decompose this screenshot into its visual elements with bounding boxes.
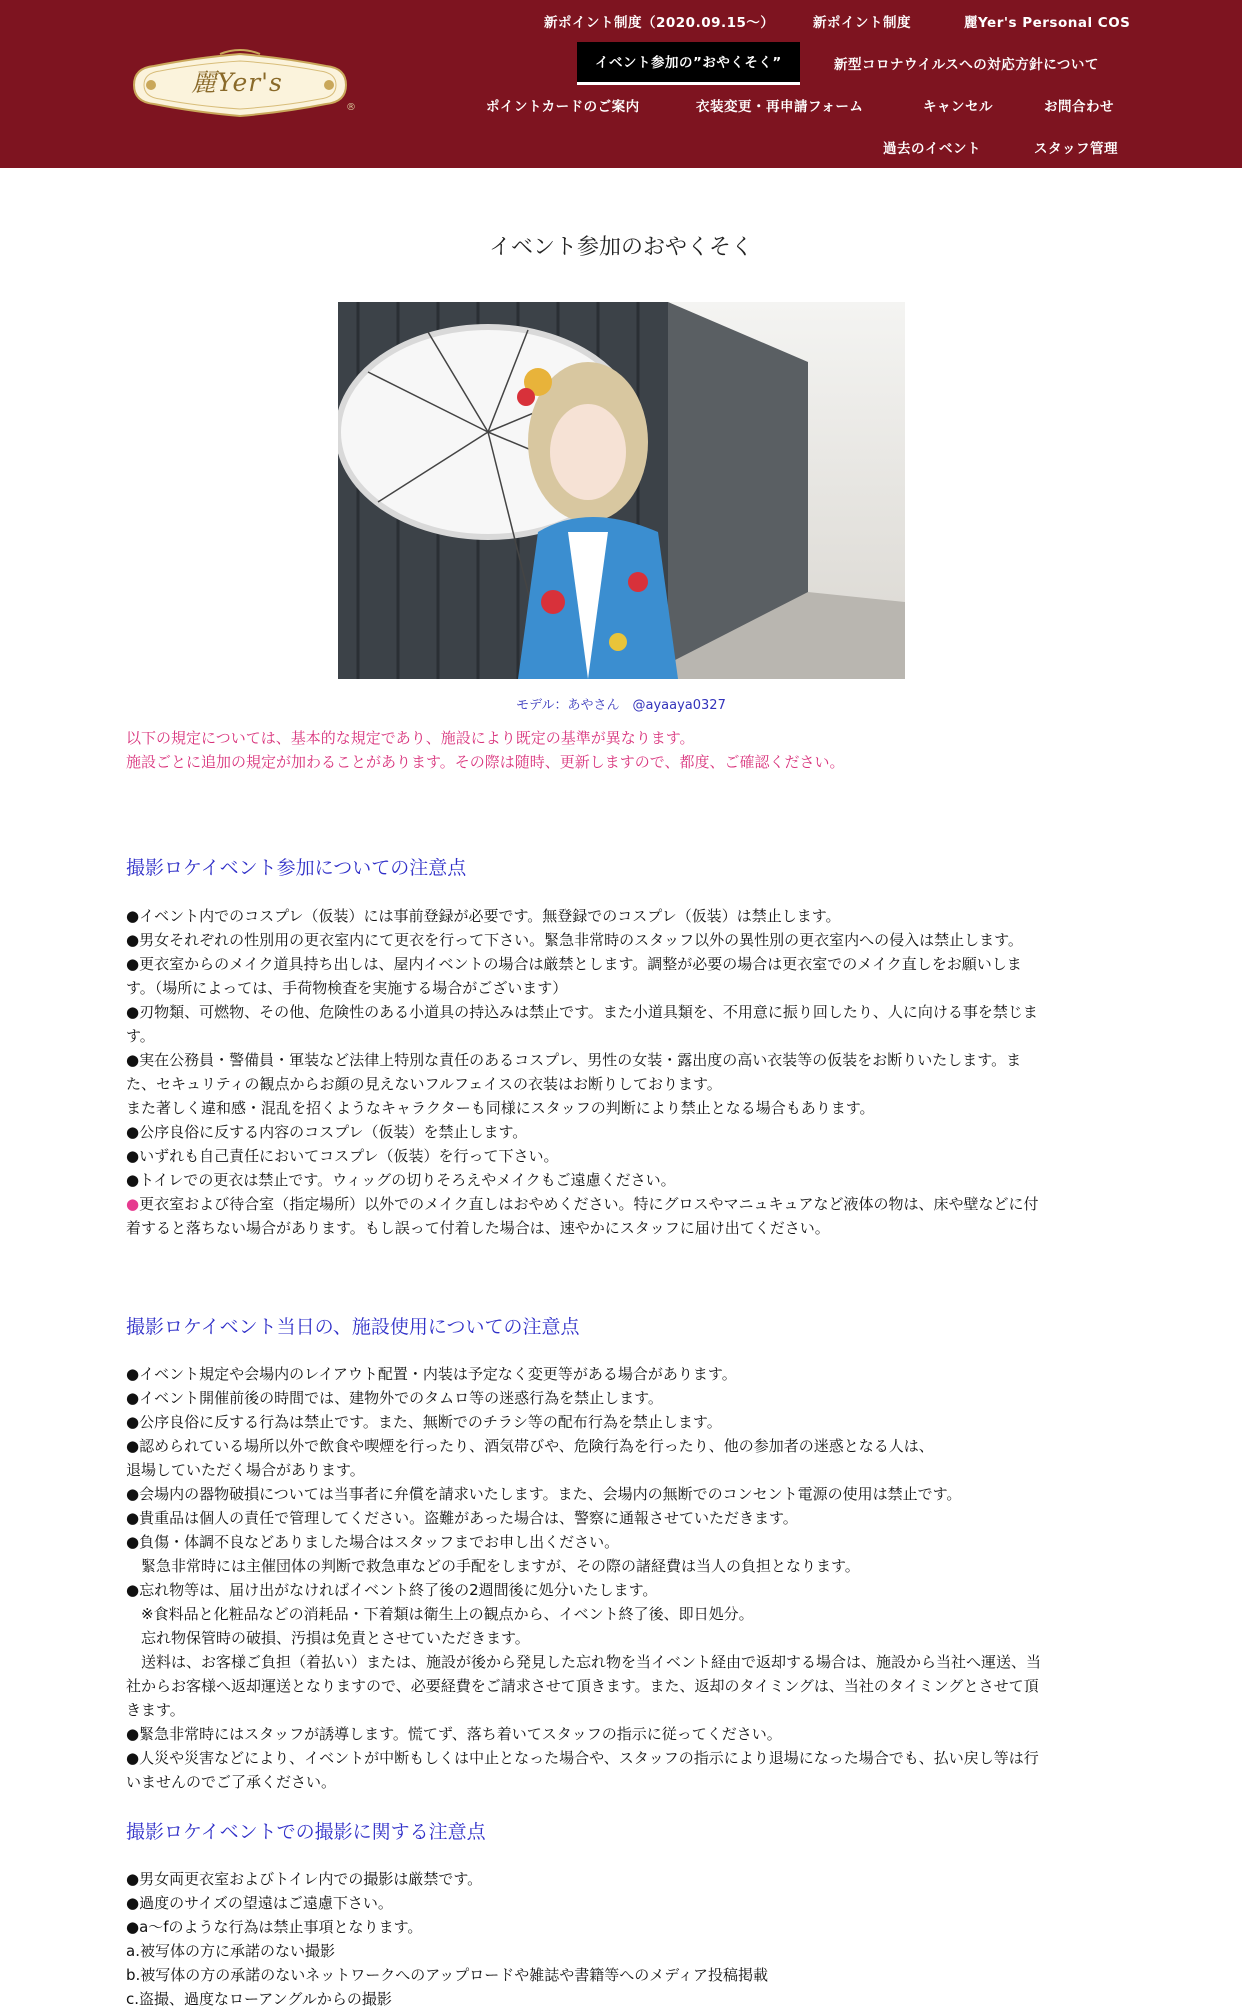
notice-line: 以下の規定については、基本的な規定であり、施設により既定の基準が異なります。 xyxy=(126,729,695,747)
rule-line: ●a〜fのような行為は禁止事項となります。 xyxy=(126,1918,423,1936)
rule-line: 社からお客様へ返却運送となりますので、必要経費をご請求させて頂きます。また、返却のタイミングは、当社のタイミングとさせて頂 xyxy=(126,1677,1039,1695)
section-heading-photography: 撮影ロケイベントでの撮影に関する注意点 xyxy=(126,1821,486,1843)
nav-personal-cos[interactable]: 麗Yer's Personal COS xyxy=(964,15,1131,31)
cosplay-model-photo xyxy=(338,302,905,679)
rule-line: た、セキュリティの観点からお顔の見えないフルフェイスの衣装はお断りしております。 xyxy=(126,1075,722,1093)
section-body-photography xyxy=(126,1867,1106,2011)
logo-registered-mark: ® xyxy=(346,102,356,113)
rule-line: a.被写体の方に承諾のない撮影 xyxy=(126,1942,335,1960)
nav-past-events[interactable]: 過去のイベント xyxy=(883,141,981,157)
rule-line: ●トイレでの更衣は禁止です。ウィッグの切りそろえやメイクもご遠慮ください。 xyxy=(126,1171,676,1189)
rule-line: ●人災や災害などにより、イベントが中断もしくは中止となった場合や、スタッフの指示により退場になった場合でも、払い戻し等は行 xyxy=(126,1749,1039,1767)
nav-covid-policy[interactable]: 新型コロナウイルスへの対応方針について xyxy=(834,57,1099,73)
rule-line-text: 更衣室および待合室（指定場所）以外でのメイク直しはおやめください。特にグロスやマニュキュアなど液体の物は、床や壁などに付 xyxy=(139,1195,1039,1213)
photo-illustration-icon xyxy=(338,302,905,679)
rule-line: 忘れ物保管時の破損、汚損は免責とさせていただきます。 xyxy=(126,1629,530,1647)
rule-line: また著しく違和感・混乱を招くようなキャラクターも同様にスタッフの判断により禁止となる場合もあります。 xyxy=(126,1099,875,1117)
rule-line: c.盗撮、過度なローアングルからの撮影 xyxy=(126,1990,392,2008)
rule-line: ●会場内の器物破損については当事者に弁償を請求いたします。また、会場内の無断でのコンセント電源の使用は禁止です。 xyxy=(126,1485,962,1503)
rule-line: ●イベント開催前後の時間では、建物外でのタムロ等の迷惑行為を禁止します。 xyxy=(126,1389,663,1407)
section-body-participation xyxy=(126,904,1106,1240)
photo-caption: モデル：あやさん @ayaaya0327 xyxy=(516,698,726,713)
rule-line: ●公序良俗に反する行為は禁止です。また、無断でのチラシ等の配布行為を禁止します。 xyxy=(126,1413,722,1431)
nav-new-point-system-2020[interactable]: 新ポイント制度（2020.09.15〜） xyxy=(544,15,775,31)
section-heading-facility-use: 撮影ロケイベント当日の、施設使用についての注意点 xyxy=(126,1316,580,1338)
rule-line: ●貴重品は個人の責任で管理してください。盗難があった場合は、警察に通報させていただきます。 xyxy=(126,1509,798,1527)
rule-line: す。 xyxy=(126,1027,155,1045)
rule-line: ●イベント規定や会場内のレイアウト配置・内装は予定なく変更等がある場合があります。 xyxy=(126,1365,737,1383)
pink-bullet-icon: ● xyxy=(126,1195,140,1213)
rule-line: ●公序良俗に反する内容のコスプレ（仮装）を禁止します。 xyxy=(126,1123,528,1141)
rule-line: ●いずれも自己責任においてコスプレ（仮装）を行って下さい。 xyxy=(126,1147,559,1165)
rule-line: いませんのでご了承ください。 xyxy=(126,1773,337,1791)
notice-line: 施設ごとに追加の規定が加わることがあります。その際は随時、更新しますので、都度、ご確認ください。 xyxy=(126,753,845,771)
nav-contact[interactable]: お問合わせ xyxy=(1044,99,1114,115)
rule-line: きます。 xyxy=(126,1701,185,1719)
rules-notice xyxy=(126,726,1126,774)
nav-new-point-system[interactable]: 新ポイント制度 xyxy=(813,15,911,31)
page-title: イベント参加のおやくそく xyxy=(488,235,753,260)
site-logo[interactable] xyxy=(124,48,356,122)
rule-line: ●刃物類、可燃物、その他、危険性のある小道具の持込みは禁止です。また小道具類を、不用意に振り回したり、人に向ける事を禁じま xyxy=(126,1003,1038,1021)
section-heading-participation: 撮影ロケイベント参加についての注意点 xyxy=(126,857,467,879)
nav-staff-admin[interactable]: スタッフ管理 xyxy=(1034,141,1118,157)
section-body-facility-use xyxy=(126,1362,1106,1794)
nav-point-card[interactable]: ポイントカードのご案内 xyxy=(486,99,640,115)
rule-line: b.被写体の方の承諾のないネットワークへのアップロードや雑誌や書籍等へのメディア投稿掲載 xyxy=(126,1966,769,1984)
rule-line: ※食料品と化粧品などの消耗品・下着類は衛生上の観点から、イベント終了後、即日処分。 xyxy=(126,1605,754,1623)
site-header xyxy=(0,0,1242,168)
rule-line: ●男女それぞれの性別用の更衣室内にて更衣を行って下さい。緊急非常時のスタッフ以外の異性別の更衣室内への侵入は禁止します。 xyxy=(126,931,1023,949)
rule-line: ●男女両更衣室およびトイレ内での撮影は厳禁です。 xyxy=(126,1870,483,1888)
rule-line: す。（場所によっては、手荷物検査を実施する場合がございます） xyxy=(126,979,568,997)
rule-line: 着すると落ちない場合があります。もし誤って付着した場合は、速やかにスタッフに届け出てください。 xyxy=(126,1219,830,1237)
rule-line: 送料は、お客様ご負担（着払い）または、施設が後から発見した忘れ物を当イベント経由で返却する場合は、施設から当社へ運送、当 xyxy=(126,1653,1042,1671)
nav-costume-change-form[interactable]: 衣装変更・再申請フォーム xyxy=(696,99,864,115)
rule-line: ●実在公務員・警備員・軍装など法律上特別な責任のあるコスプレ、男性の女装・露出度の高い衣装等の仮装をお断りいたします。ま xyxy=(126,1051,1022,1069)
nav-cancel[interactable]: キャンセル xyxy=(923,99,993,115)
rule-line: 退場していただく場合があります。 xyxy=(126,1461,365,1479)
rule-line: ●緊急非常時にはスタッフが誘導します。慌てず、落ち着いてスタッフの指示に従ってください。 xyxy=(126,1725,782,1743)
rule-line: 緊急非常時には主催団体の判断で救急車などの手配をしますが、その際の諸経費は当人の負担となります。 xyxy=(126,1557,860,1575)
rule-line: ●過度のサイズの望遠はご遠慮下さい。 xyxy=(126,1894,393,1912)
rule-line-makeup xyxy=(126,1192,1106,1216)
rule-line: ●更衣室からのメイク道具持ち出しは、屋内イベントの場合は厳禁とします。調整が必要の場合は更衣室でのメイク直しをお願いしま xyxy=(126,955,1022,973)
rule-line: ●負傷・体調不良などありました場合はスタッフまでお申し出ください。 xyxy=(126,1533,620,1551)
rule-line: ●認められている場所以外で飲食や喫煙を行ったり、酒気帯びや、危険行為を行ったり、他の参加者の迷惑となる人は、 xyxy=(126,1437,934,1455)
nav-event-rules-active-tab[interactable]: イベント参加の”おやくそく” xyxy=(577,42,800,85)
rule-line: ●イベント内でのコスプレ（仮装）には事前登録が必要です。無登録でのコスプレ（仮装）は禁止します。 xyxy=(126,907,841,925)
rule-line: ●忘れ物等は、届け出がなければイベント終了後の2週間後に処分いたします。 xyxy=(126,1581,658,1599)
logo-text: 麗Yer's xyxy=(191,68,283,97)
